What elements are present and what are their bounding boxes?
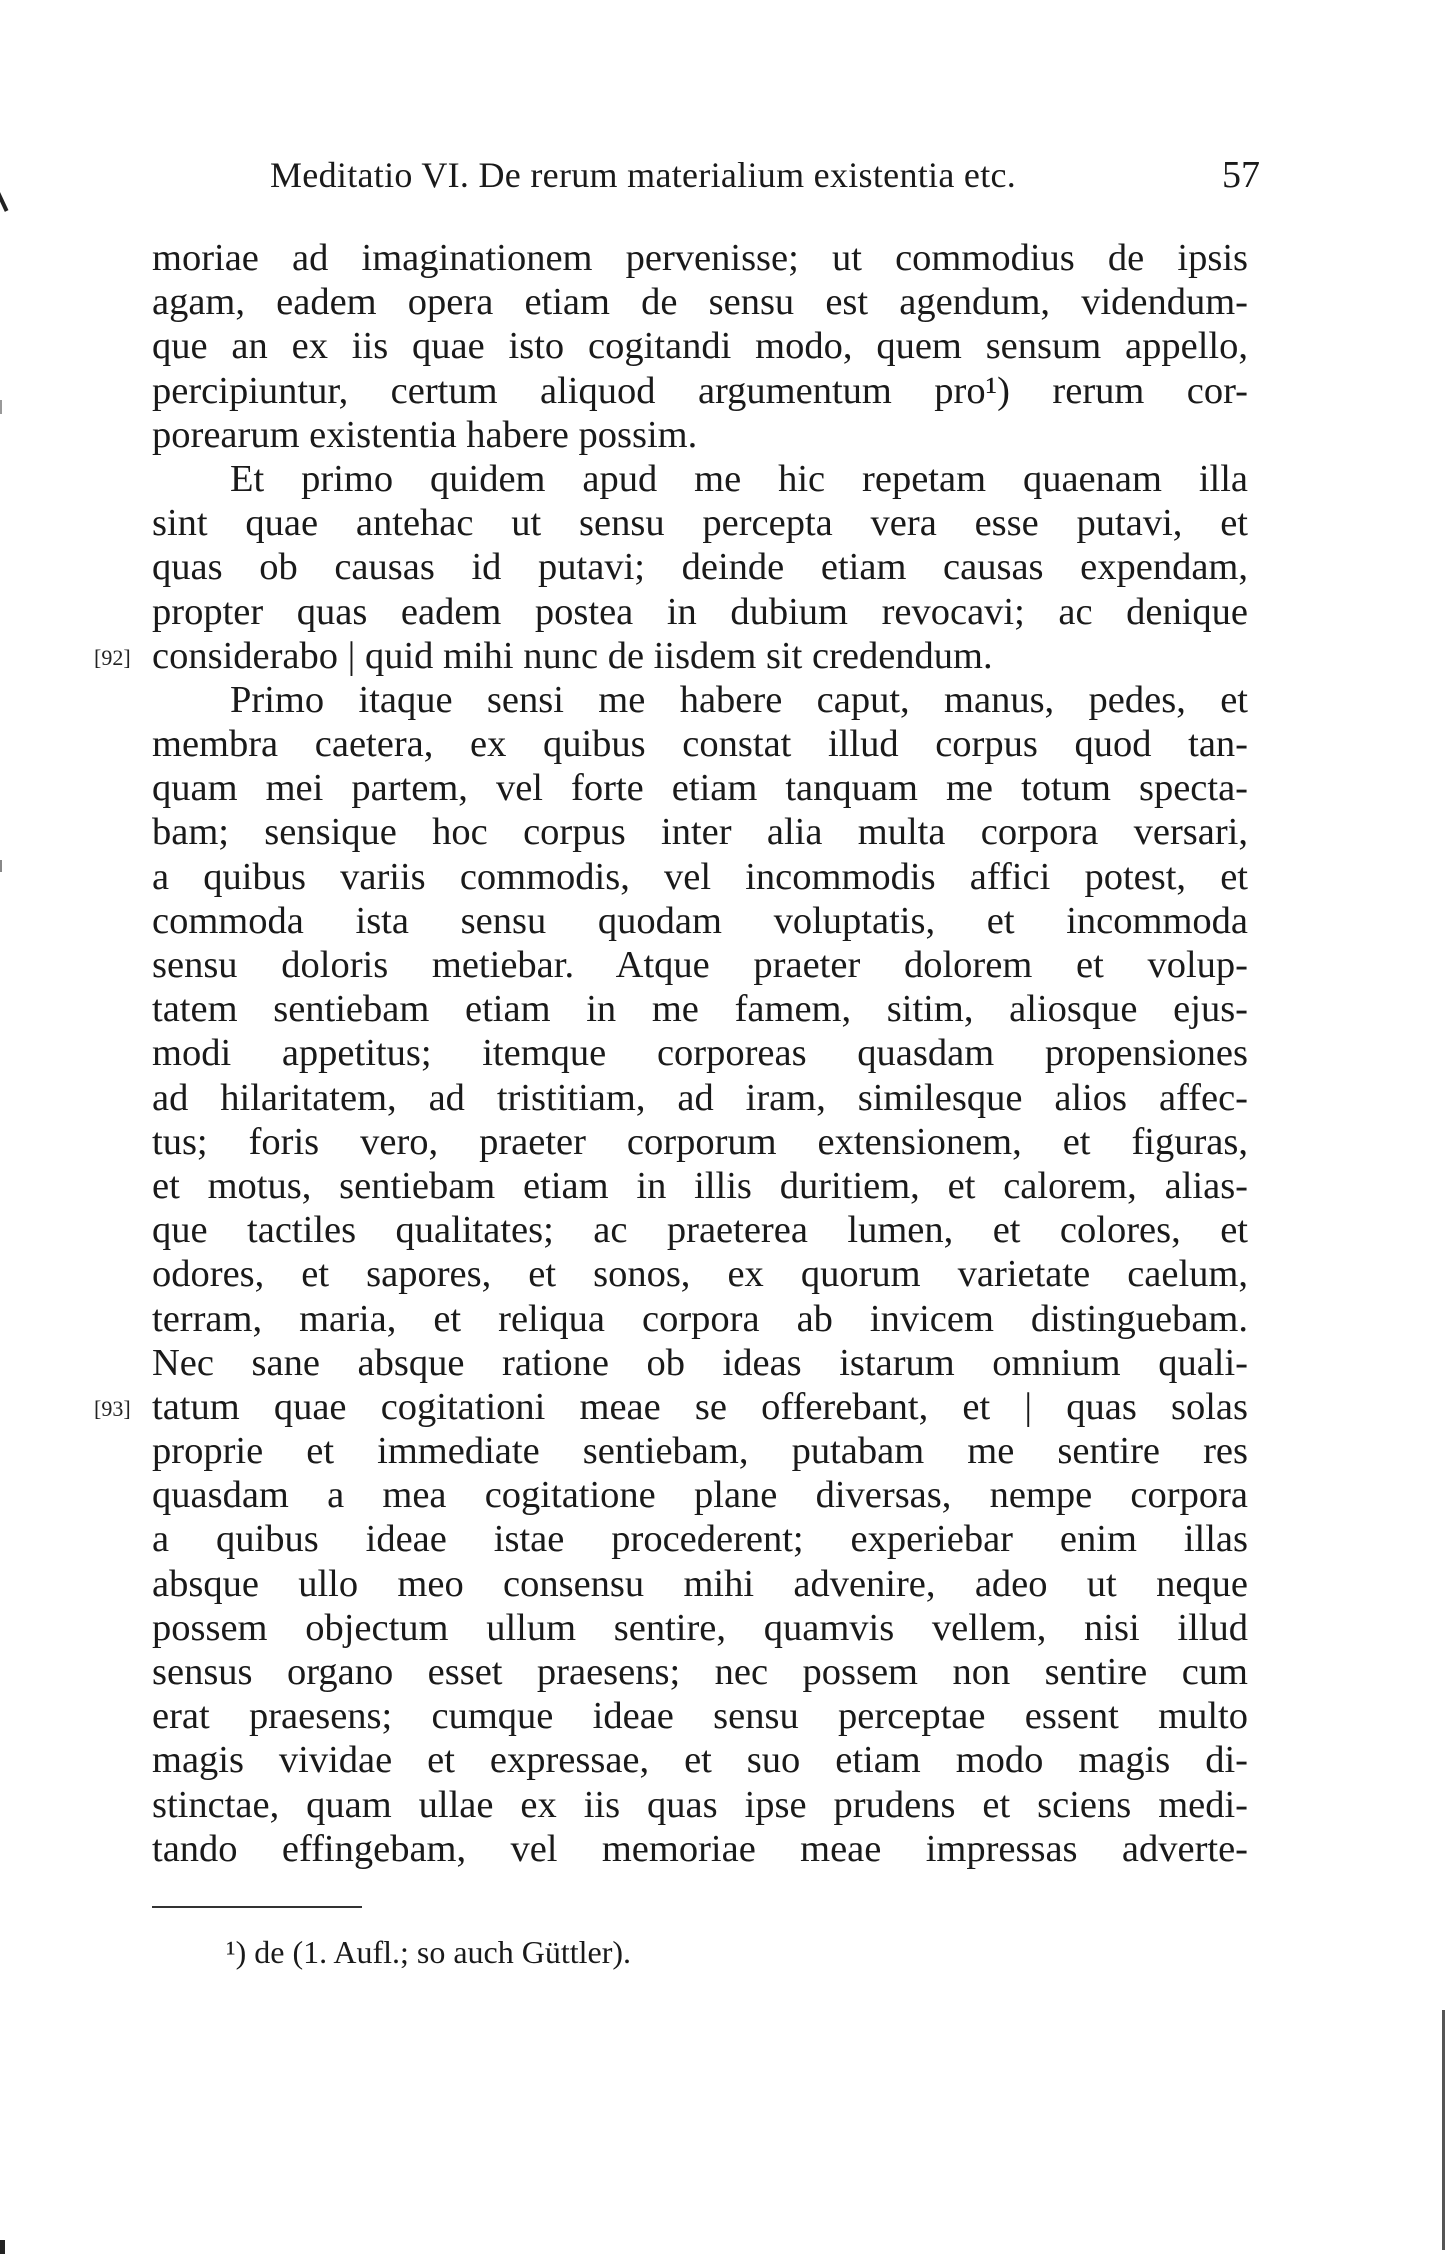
footnote-rule [152,1906,362,1908]
text-line: Nec sane absque ratione ob ideas istarum omnium quali- [152,1341,1248,1384]
margin-reference-92: [92] [94,644,131,670]
scan-edge-mark [0,860,2,872]
text-line: que tactiles qualitates; ac praeterea lumen, et colores, et [152,1209,1248,1252]
scan-edge-mark [0,190,8,212]
text-line: Primo itaque sensi me habere caput, manus, pedes, et [230,678,1248,721]
text-line: stinctae, quam ullae ex iis quas ipse prudens et sciens medi- [152,1783,1248,1826]
text-line: quas ob causas id putavi; deinde etiam causas expendam, [152,546,1248,589]
scan-edge-mark [0,400,2,414]
text-line: sint quae antehac ut sensu percepta vera esse putavi, et [152,502,1248,545]
text-line: percipiuntur, certum aliquod argumentum pro¹) rerum cor- [152,369,1248,412]
text-line: moriae ad imaginationem pervenisse; ut commodius de ipsis [152,237,1248,279]
text-line: tando effingebam, vel memoriae meae impressas adverte- [152,1827,1248,1870]
text-line: sensus organo esset praesens; nec possem non sentire cum [152,1651,1248,1693]
footnote-text: de (1. Aufl.; so auch Güttler). [254,1934,632,1970]
footnote-marker: ¹) [226,1934,247,1970]
text-line: bam; sensique hoc corpus inter alia multa corpora versari, [152,811,1248,854]
text-line: porearum existentia habere possim. [152,413,698,456]
text-line: Et primo quidem apud me hic repetam quaenam illa [230,457,1248,500]
scan-edge-mark [0,2240,5,2254]
margin-reference-93: [93] [94,1395,131,1421]
text-line: a quibus ideae istae procederent; experiebar enim illas [152,1518,1248,1561]
text-line: odores, et sapores, et sonos, ex quorum varietate caelum, [152,1253,1248,1296]
text-line: absque ullo meo consensu mihi advenire, adeo ut neque [152,1562,1248,1605]
text-line: sensu doloris metiebar. Atque praeter dolorem et volup- [152,944,1248,986]
text-line: et motus, sentiebam etiam in illis duritiem, et calorem, alias- [152,1164,1248,1207]
text-line: membra caetera, ex quibus constat illud corpus quod tan- [152,723,1248,766]
text-line: quasdam a mea cogitatione plane diversas, nempe corpora [152,1474,1248,1517]
text-line: terram, maria, et reliqua corpora ab invicem distinguebam. [152,1297,1248,1340]
page-number: 57 [1222,154,1260,196]
text-line: agam, eadem opera etiam de sensu est agendum, videndum- [152,281,1248,324]
text-line: possem objectum ullum sentire, quamvis vellem, nisi illud [152,1606,1248,1649]
footnote [226,1930,631,1974]
text-line: erat praesens; cumque ideae sensu perceptae essent multo [152,1695,1248,1738]
text-line: propter quas eadem postea in dubium revocavi; ac denique [152,590,1248,633]
text-line: magis vividae et expressae, et suo etiam modo magis di- [152,1739,1248,1782]
text-line: quam mei partem, vel forte etiam tanquam me totum specta- [152,767,1248,810]
running-head-title: Meditatio VI. De rerum materialium existentia etc. [270,155,1017,195]
text-line: tatem sentiebam etiam in me famem, sitim, aliosque ejus- [152,988,1248,1031]
line-wrapper-92 [94,634,1248,678]
text-line: a quibus variis commodis, vel incommodis affici potest, et [152,855,1248,898]
text-line: tus; foris vero, praeter corporum extensionem, et figuras, [152,1120,1248,1163]
text-line: considerabo | quid mihi nunc de iisdem sit credendum. [152,634,993,677]
text-line: ad hilaritatem, ad tristitiam, ad iram, similesque alios affec- [152,1076,1248,1119]
scan-edge-mark [1442,2010,1445,2250]
text-line: modi appetitus; itemque corporeas quasdam propensiones [152,1032,1248,1075]
text-line: commoda ista sensu quodam voluptatis, et incommoda [152,899,1248,942]
text-line: proprie et immediate sentiebam, putabam me sentire res [152,1430,1248,1473]
text-line: que an ex iis quae isto cogitandi modo, quem sensum appello, [152,325,1248,368]
text-line: tatum quae cogitationi meae se offerebant, et | quas solas [152,1385,1248,1428]
running-head [270,150,1260,200]
line-wrapper-93 [94,1385,1248,1429]
body-text [94,236,1248,1871]
